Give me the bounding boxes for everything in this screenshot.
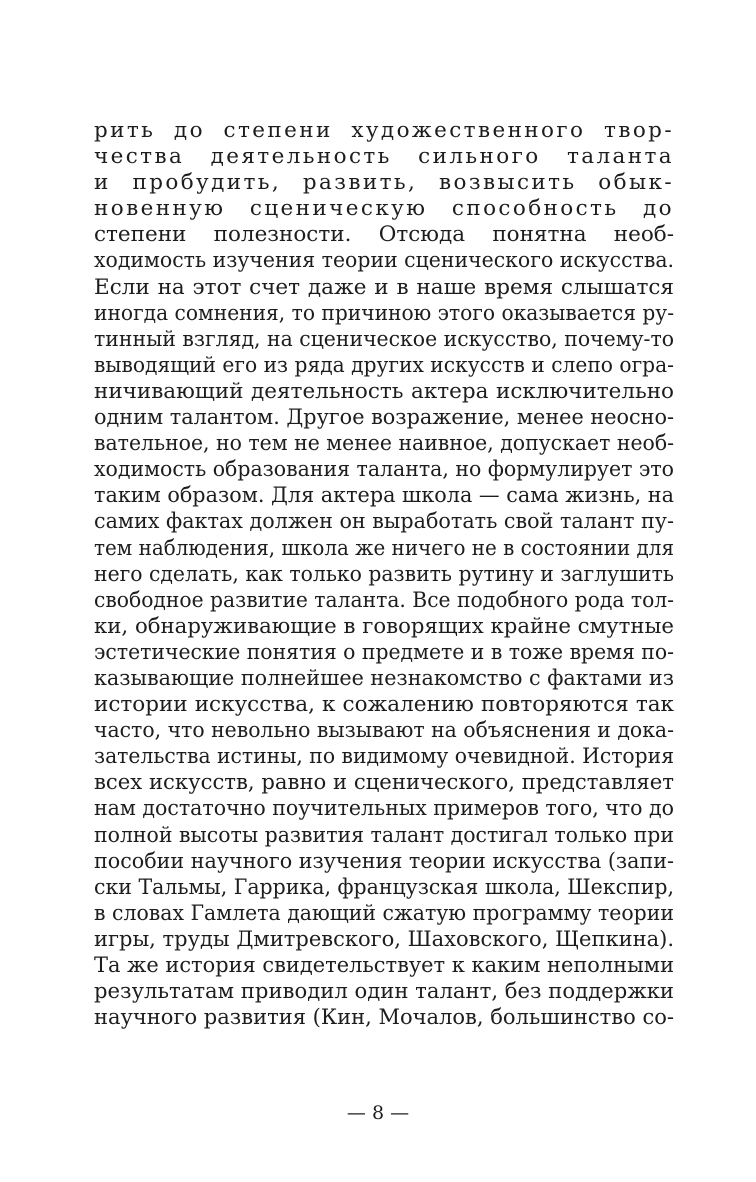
text-line: истории искусства, к сожалению повторяются так	[94, 692, 674, 718]
text-line: результатам приводил один талант, без поддержки	[94, 979, 675, 1005]
text-line: Та же история свидетельствует к каким неполными	[94, 953, 675, 978]
text-line: новенную сценическую способность до	[94, 196, 674, 222]
text-line: ки, обнаруживающие в говорящих крайне смутные	[94, 613, 674, 639]
text-line: нам достаточно поучительных примеров того, что до	[94, 796, 674, 822]
text-line: Если на этот счет даже и в наше время слышатся	[94, 274, 674, 300]
text-line: одним талантом. Другое возражение, менее неосно-	[94, 405, 675, 431]
text-line: тем наблюдения, школа же ничего не в состоянии для	[94, 535, 675, 561]
text-line: и пробудить, развить, возвысить обык-	[94, 170, 674, 196]
text-line: ходимость изучения теории сценического искусства.	[94, 248, 675, 274]
text-line: таким образом. Для актера школа — сама жизнь, на	[94, 483, 674, 509]
page-number: — 8 —	[346, 1102, 410, 1124]
text-line: выводящий его из ряда других искусств и слепо огра-	[94, 352, 674, 378]
text-line: иногда сомнения, то причиною этого оказывается ру-	[94, 300, 675, 326]
text-line: чества деятельность сильного таланта	[94, 144, 674, 170]
text-line: него сделать, как только развить рутину и заглушить	[94, 561, 674, 587]
text-line: полной высоты развития талант достигал только при	[94, 822, 675, 848]
text-line: игры, труды Дмитревского, Шаховского, Щепкина).	[94, 926, 675, 952]
text-line: ски Тальмы, Гаррика, французская школа, Шекспир,	[94, 874, 674, 900]
text-line: эстетические понятия о предмете и в тоже время по-	[94, 639, 675, 665]
text-line: степени полезности. Отсюда понятна необ-	[94, 222, 675, 248]
text-line: ходимость образования таланта, но формулирует это	[94, 457, 674, 483]
text-line: всех искусств, равно и сценического, представляет	[94, 770, 674, 796]
text-line: научного развития (Кин, Мочалов, большинство со-	[94, 1005, 674, 1031]
text-line: рить до степени художественного твор-	[94, 118, 674, 143]
text-line: ничивающий деятельность актера исключительно	[94, 378, 674, 404]
text-line: зательства истины, по видимому очевидной. История	[94, 744, 675, 770]
text-line: тинный взгляд, на сценическое искусство, почему-то	[94, 326, 675, 352]
text-line: в словах Гамлета дающий сжатую программу теории	[94, 900, 675, 926]
text-line: пособии научного изучения теории искусства (запи-	[94, 848, 675, 874]
text-line: часто, что невольно вызывают на объяснения и дока-	[94, 718, 674, 744]
text-line: вательное, но тем не менее наивное, допускает необ-	[94, 431, 675, 457]
text-line: самих фактах должен он выработать свой талант пу-	[94, 509, 674, 535]
text-line: свободное развитие таланта. Все подобного рода тол-	[94, 587, 675, 613]
body-text	[94, 118, 674, 1031]
text-line: казывающие полнейшее незнакомство с фактами из	[94, 665, 675, 691]
